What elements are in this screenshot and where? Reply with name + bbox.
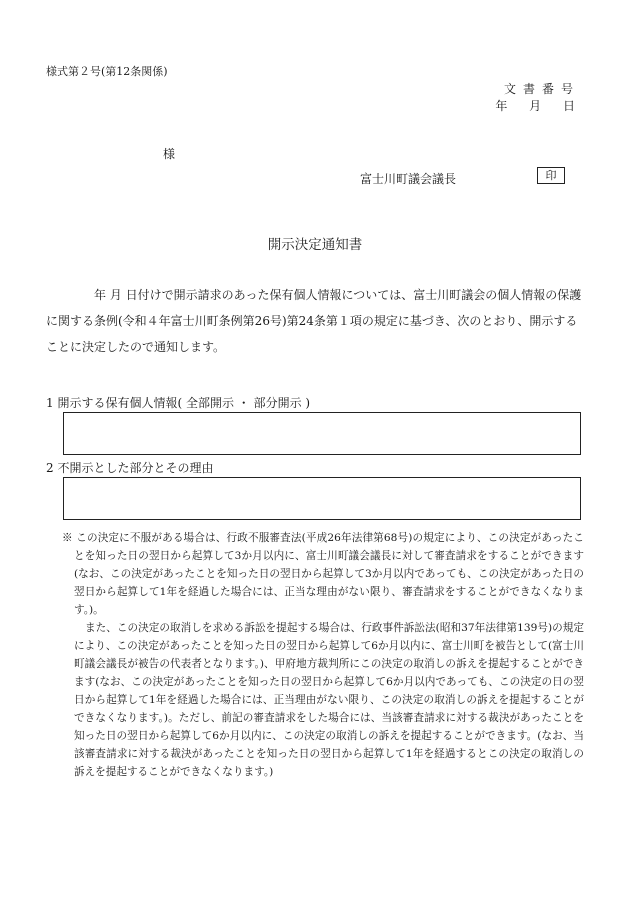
notice-body [46, 282, 586, 360]
section-disclosed-info-label: 1 開示する保有個人情報( 全部開示 ・ 部分開示 ) [46, 396, 311, 410]
note-lawsuit: また、この決定の取消しを求める訴訟を提起する場合は、行政事件訴訟法(昭和37年法律第139号)の規定により、この決定があったことを知った日の翌日から起算して6か月以内に、富士川町を被告として(富士川町議会議長が被告の代表者となります。)、甲府地方裁判所にこの決定の取消しの訴えを提起することができます(なお、この決定があったことを知った日の翌日から起算して6か月以内であっても、この決定の日の翌日から起算して1年を経過した場合には、正当理由がない限り、この決定の取消しの訴えを提起することができなくなります。)。ただし、前記の審査請求をした場合には、当該審査請求に対する裁決があったことを知った日の翌日から起算して6か月以内に、この決定の取消しの訴えを提起することができます。(なお、当該審査請求に対する裁決があったことを知った日の翌日から起算して1年を経過するとこの決定の取消しの訴えを提起することができなくなります。) [74, 622, 584, 778]
sender-name: 富士川町議会議長 [360, 172, 457, 186]
nondisclosed-reason-box [63, 477, 581, 520]
appeal-notes [62, 529, 584, 781]
note-administrative-appeal: ※ この決定に不服がある場合は、行政不服審査法(平成26年法律第68号)の規定により、この決定があったことを知った日の翌日から起算して3か月以内に、富士川町議会議長に対して審査請求をすることができます(なお、この決定があったことを知った日の翌日から起算して3か月以内であっても、この決定があった日の翌日から起算して1年を経過した場合には、正当な理由がない限り、審査請求をすることができなくなります。)。 [62, 532, 584, 616]
disclosed-info-box [63, 412, 581, 455]
addressee-honorific: 様 [163, 147, 176, 161]
notice-paragraph: 年 月 日付けで開示請求のあった保有個人情報については、富士川町議会の個人情報の保護に関する条例(令和４年富士川町条例第26号)第24条第１項の規定に基づき、次のとおり、開示することに決定したので通知します。 [46, 288, 582, 354]
document-number-label: 文書番号 [503, 82, 580, 96]
form-number: 様式第２号(第12条関係) [46, 65, 168, 78]
section-nondisclosed-reason-label: 2 不開示とした部分とその理由 [46, 461, 214, 475]
seal-box: 印 [537, 167, 565, 184]
document-title: 開示決定通知書 [267, 237, 363, 253]
date-label: 年 月 日 [495, 99, 580, 113]
